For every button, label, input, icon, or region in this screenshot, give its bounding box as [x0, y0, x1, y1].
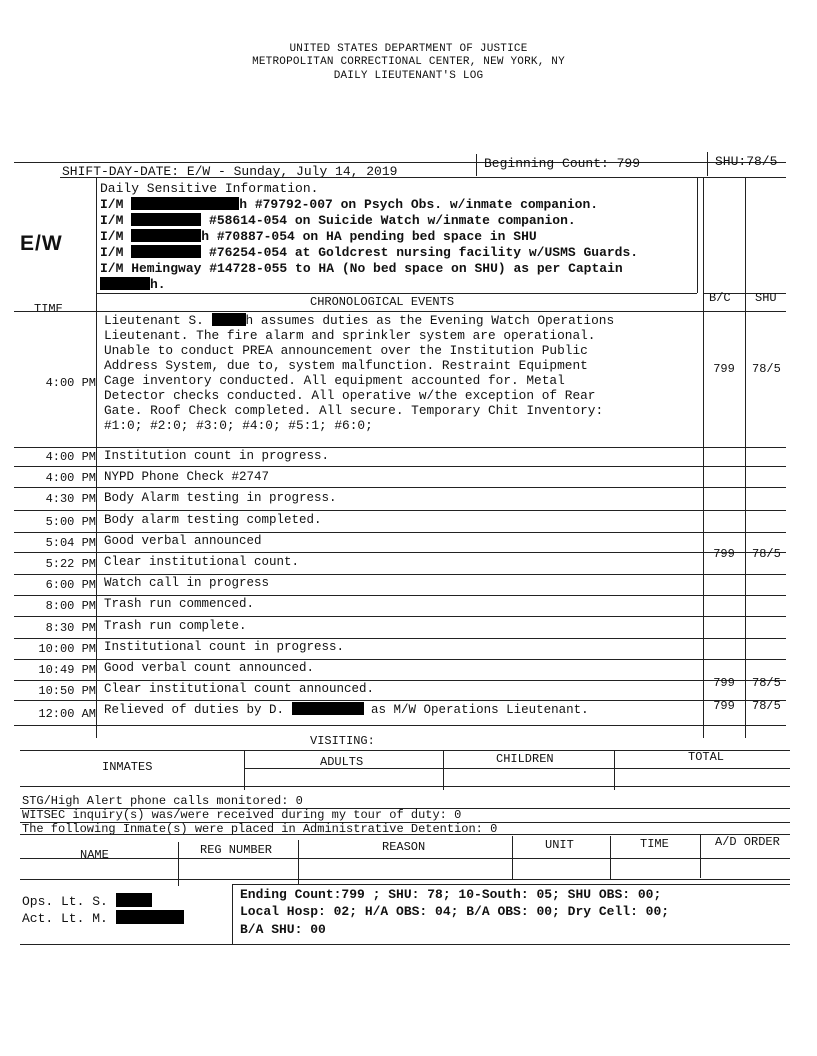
entry-shu: 78/5 — [752, 676, 781, 690]
entry-text: Trash run commenced. — [104, 597, 255, 611]
sensitive-line-captain — [100, 277, 638, 293]
time-column-rule — [96, 177, 97, 738]
visiting-children: CHILDREN — [496, 752, 554, 766]
shift-divider-2 — [707, 152, 708, 176]
ad-bottom-rule — [20, 879, 790, 880]
sensitive-info — [100, 181, 638, 293]
shu-header: SHU — [755, 291, 777, 305]
bc-column-rule — [703, 177, 704, 738]
footer-divider — [232, 884, 233, 944]
shift-code: E/W — [20, 232, 63, 255]
entry-text: Watch call in progress — [104, 576, 270, 590]
entry-time: 4:00 PM — [45, 450, 96, 464]
stg-note: STG/High Alert phone calls monitored: 0 — [22, 794, 303, 808]
inmate-prefix: I/M — [100, 197, 124, 212]
inmate-prefix: I/M — [100, 213, 124, 228]
agency-title: UNITED STATES DEPARTMENT OF JUSTICE — [289, 43, 528, 55]
entry-text: Good verbal count announced. — [104, 661, 315, 675]
entry-time: 4:00 PM — [45, 376, 96, 390]
ops-lt — [22, 893, 152, 910]
entry-text: Clear institutional count announced. — [104, 682, 375, 696]
log-title: DAILY LIEUTENANT'S LOG — [333, 70, 484, 82]
captain-suffix: h. — [150, 277, 166, 292]
redaction — [131, 245, 201, 258]
entry-time: 5:04 PM — [45, 536, 96, 550]
entry-text: Good verbal announced — [104, 534, 262, 548]
inmate-prefix: I/M — [100, 229, 124, 244]
entry-bc: 799 — [713, 547, 735, 561]
redaction — [131, 197, 239, 210]
sensitive-line — [100, 213, 638, 229]
entry-rule — [14, 510, 786, 511]
redaction — [116, 893, 152, 907]
entry-text: NYPD Phone Check #2747 — [104, 470, 270, 484]
shift-shu: SHU:78/5 — [715, 154, 778, 169]
entry-line: Gate. Roof Check completed. All secure. Temporary Chit Inventory: — [104, 403, 604, 418]
entry-rule — [14, 616, 786, 617]
visiting-bottom-rule — [20, 786, 790, 787]
notes-rule — [20, 834, 790, 835]
entry-line: Address System, due to, system malfunction. Restraint Equipment — [104, 358, 588, 373]
entry-rule — [14, 552, 786, 553]
ad-reg-header: REG NUMBER — [200, 843, 273, 857]
visiting-divider — [244, 750, 245, 790]
entry-text-before: Relieved of duties by D. — [104, 703, 285, 717]
entry-bc: 799 — [713, 362, 735, 376]
sensitive-line — [100, 197, 638, 213]
bc-header: B/C — [709, 291, 731, 305]
entry-line: #1:0; #2:0; #3:0; #4:0; #5:1; #6:0; — [104, 418, 373, 433]
shift-divider-1 — [476, 154, 477, 176]
visiting-divider — [614, 750, 615, 790]
ad-time-header: TIME — [640, 837, 669, 851]
footer-bottom-rule — [20, 944, 790, 945]
ad-note: The following Inmate(s) were placed in Administrative Detention: 0 — [22, 822, 498, 836]
time-header: TIME — [34, 302, 63, 316]
entry-text-after: as M/W Operations Lieutenant. — [363, 703, 589, 717]
ad-reason-header: REASON — [382, 840, 426, 854]
act-lt-label: Act. Lt. M. — [22, 911, 108, 926]
footer-top-rule — [232, 884, 790, 885]
entry-rule — [14, 659, 786, 660]
entry-rule — [14, 595, 786, 596]
redaction — [116, 910, 184, 924]
ad-divider — [298, 840, 299, 884]
ad-unit-header: UNIT — [545, 838, 574, 852]
entry-text: Body Alarm testing in progress. — [104, 491, 337, 505]
entry-rule — [14, 638, 786, 639]
entry-time: 8:30 PM — [45, 621, 96, 635]
redaction — [212, 313, 246, 326]
shift-bar-bottom-rule — [60, 177, 786, 178]
entry-text: Institution count in progress. — [104, 449, 330, 463]
inmate-details: #76254-054 at Goldcrest nursing facility w/USMS Guards. — [201, 245, 639, 260]
entry-shu: 78/5 — [752, 699, 781, 713]
entry-rule — [14, 532, 786, 533]
chron-events-header: CHRONOLOGICAL EVENTS — [310, 295, 455, 309]
entry-text: Institutional count in progress. — [104, 640, 345, 654]
visiting-divider — [443, 750, 444, 790]
entry-rule — [14, 466, 786, 467]
ad-divider — [700, 834, 701, 878]
beginning-count: Beginning Count: 799 — [484, 156, 641, 171]
first-entry-text — [104, 313, 614, 433]
redaction — [131, 213, 201, 226]
ending-count-line1: Ending Count:799 ; SHU: 78; 10-South: 05; SHU OBS: 00; — [240, 887, 662, 902]
entry-line: Cage inventory conducted. All equipment accounted for. Metal — [104, 373, 565, 388]
inmate-details: h #79792-007 on Psych Obs. w/inmate companion. — [239, 197, 599, 212]
entry-time: 4:30 PM — [45, 492, 96, 506]
redaction — [100, 277, 150, 290]
ad-mid-rule — [20, 858, 790, 859]
entry-line: Lieutenant. The fire alarm and sprinkler system are operational. — [104, 328, 596, 343]
entry-rule — [14, 487, 786, 488]
visiting-adults: ADULTS — [320, 755, 364, 769]
lieutenant-name: Lieutenant S. — [104, 313, 204, 328]
ending-count-line2: Local Hosp: 02; H/A OBS: 04; B/A OBS: 00; Dry Cell: 00; — [240, 904, 670, 919]
ops-lt-label: Ops. Lt. S. — [22, 894, 108, 909]
visiting-mid-rule — [244, 768, 790, 769]
visiting-top-rule — [20, 750, 790, 751]
entry-bc: 799 — [713, 676, 735, 690]
entry-rule — [14, 700, 786, 701]
chron-header-rule — [14, 311, 786, 312]
entry-shu: 78/5 — [752, 362, 781, 376]
entry-shu: 78/5 — [752, 547, 781, 561]
sensitive-title: Daily Sensitive Information. — [100, 181, 319, 196]
sensitive-line — [100, 229, 638, 245]
entry-line-suffix: h assumes duties as the Evening Watch Operations — [245, 313, 615, 328]
sensitive-line — [100, 245, 638, 261]
entry-line: Unable to conduct PREA announcement over the Institution Public — [104, 343, 588, 358]
ad-order-header: A/D ORDER — [715, 835, 780, 849]
entry-time: 6:00 PM — [45, 578, 96, 592]
sensitive-right-rule — [697, 177, 698, 293]
entry-time: 4:00 PM — [45, 471, 96, 485]
inmate-details: h #70887-054 on HA pending bed space in SHU — [201, 229, 537, 244]
shift-bar-top-rule — [14, 162, 786, 163]
entry-rule — [14, 574, 786, 575]
entry-rule — [14, 680, 786, 681]
entry-rule — [14, 725, 786, 726]
redaction — [131, 229, 201, 242]
witsec-note: WITSEC inquiry(s) was/were received during my tour of duty: 0 — [22, 808, 462, 822]
last-entry-text — [104, 702, 589, 717]
entry-rule — [14, 447, 786, 448]
entry-time: 5:22 PM — [45, 557, 96, 571]
entry-time: 10:00 PM — [38, 642, 96, 656]
visiting-inmates: INMATES — [102, 760, 153, 774]
entry-time: 10:50 PM — [38, 684, 96, 698]
entry-bc: 799 — [713, 699, 735, 713]
entry-time: 5:00 PM — [45, 515, 96, 529]
sensitive-bottom-rule — [96, 293, 697, 294]
shift-day-date: SHIFT-DAY-DATE: E/W - Sunday, July 14, 2019 — [62, 164, 398, 179]
entry-line: Detector checks conducted. All operative w/the exception of Rear — [104, 388, 596, 403]
visiting-title: VISITING: — [310, 734, 375, 748]
entry-line — [104, 313, 614, 328]
shu-column-rule — [745, 177, 746, 738]
sensitive-line-hemingway: I/M Hemingway #14728-055 to HA (No bed space on SHU) as per Captain — [100, 261, 623, 276]
entry-time: 12:00 AM — [38, 707, 96, 721]
inmate-prefix: I/M — [100, 245, 124, 260]
entry-text: Body alarm testing completed. — [104, 513, 322, 527]
inmate-details: #58614-054 on Suicide Watch w/inmate companion. — [201, 213, 576, 228]
ad-name-header: NAME — [80, 848, 109, 862]
visiting-total: TOTAL — [688, 750, 725, 764]
act-lt — [22, 910, 184, 927]
ending-count-line3: B/A SHU: 00 — [240, 922, 326, 937]
redaction — [292, 702, 364, 715]
entry-time: 10:49 PM — [38, 663, 96, 677]
facility-title: METROPOLITAN CORRECTIONAL CENTER, NEW YORK, NY — [252, 56, 565, 68]
entry-time: 8:00 PM — [45, 599, 96, 613]
entry-text: Trash run complete. — [104, 619, 247, 633]
entry-text: Clear institutional count. — [104, 555, 300, 569]
